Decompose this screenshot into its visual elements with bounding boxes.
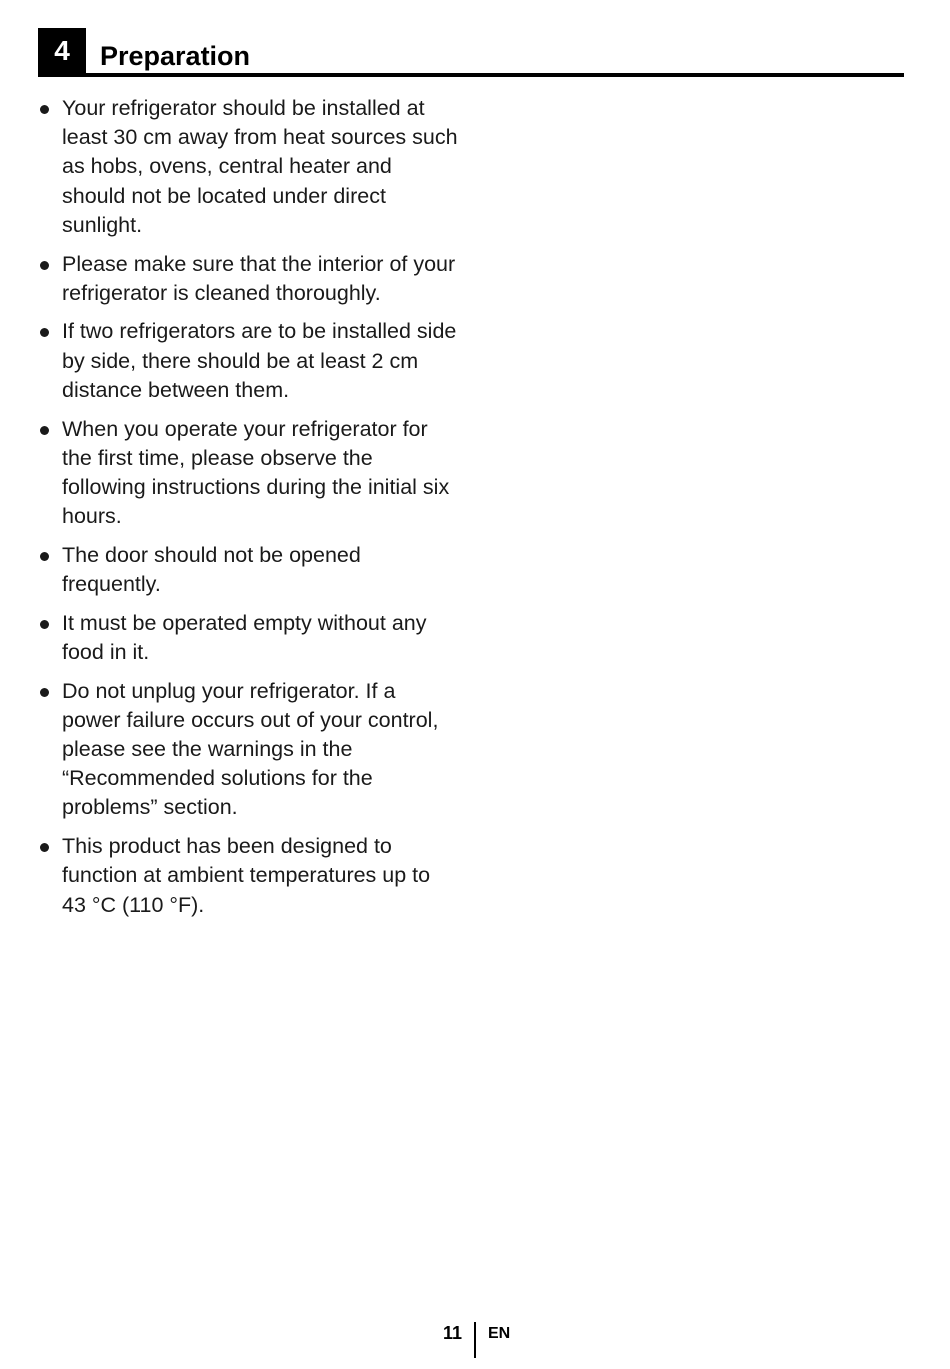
- bullet-item: [38, 317, 458, 405]
- section-number-badge: 4: [38, 28, 86, 76]
- bullet-text: When you operate your refrigerator for the first time, please observe the following instructions during the initial six hours.: [62, 416, 450, 529]
- bullet-item: [38, 94, 458, 240]
- section-title: Preparation: [100, 41, 251, 71]
- bullet-dot-icon: [40, 261, 49, 270]
- bullet-item: [38, 832, 458, 920]
- bullet-dot-icon: [40, 328, 49, 337]
- bullet-item: [38, 609, 458, 667]
- bullet-item: [38, 250, 458, 308]
- bullet-dot-icon: [40, 105, 49, 114]
- preparation-bullet-list: [38, 94, 458, 929]
- bullet-item: [38, 541, 458, 599]
- section-header: [38, 28, 904, 78]
- bullet-item: [38, 415, 458, 532]
- bullet-text: Do not unplug your refrigerator. If a power failure occurs out of your control, please see the warnings in the “Recommended solutions for the problems” section.: [62, 678, 439, 820]
- bullet-text: If two refrigerators are to be installed side by side, there should be at least 2 cm distance between them.: [62, 319, 457, 402]
- bullet-text: The door should not be opened frequently.: [62, 542, 361, 597]
- bullet-text: This product has been designed to function at ambient temperatures up to 43 °C (110 °F).: [62, 834, 431, 917]
- bullet-dot-icon: [40, 552, 49, 561]
- page-footer: [0, 1318, 950, 1362]
- page-number: 11: [442, 1323, 462, 1343]
- bullet-dot-icon: [40, 620, 49, 629]
- bullet-item: [38, 677, 458, 823]
- bullet-dot-icon: [40, 688, 49, 697]
- bullet-text: It must be operated empty without any food in it.: [62, 610, 427, 664]
- language-code: EN: [488, 1325, 511, 1342]
- bullet-dot-icon: [40, 843, 49, 852]
- bullet-text: Your refrigerator should be installed at least 30 cm away from heat sources such as hobs, ovens, central heater and should not be located under direct sunlight.: [62, 96, 458, 237]
- bullet-text: Please make sure that the interior of your refrigerator is cleaned thoroughly.: [62, 251, 456, 305]
- bullet-dot-icon: [40, 426, 49, 435]
- header-rule: [38, 73, 904, 77]
- footer-divider: [474, 1322, 476, 1358]
